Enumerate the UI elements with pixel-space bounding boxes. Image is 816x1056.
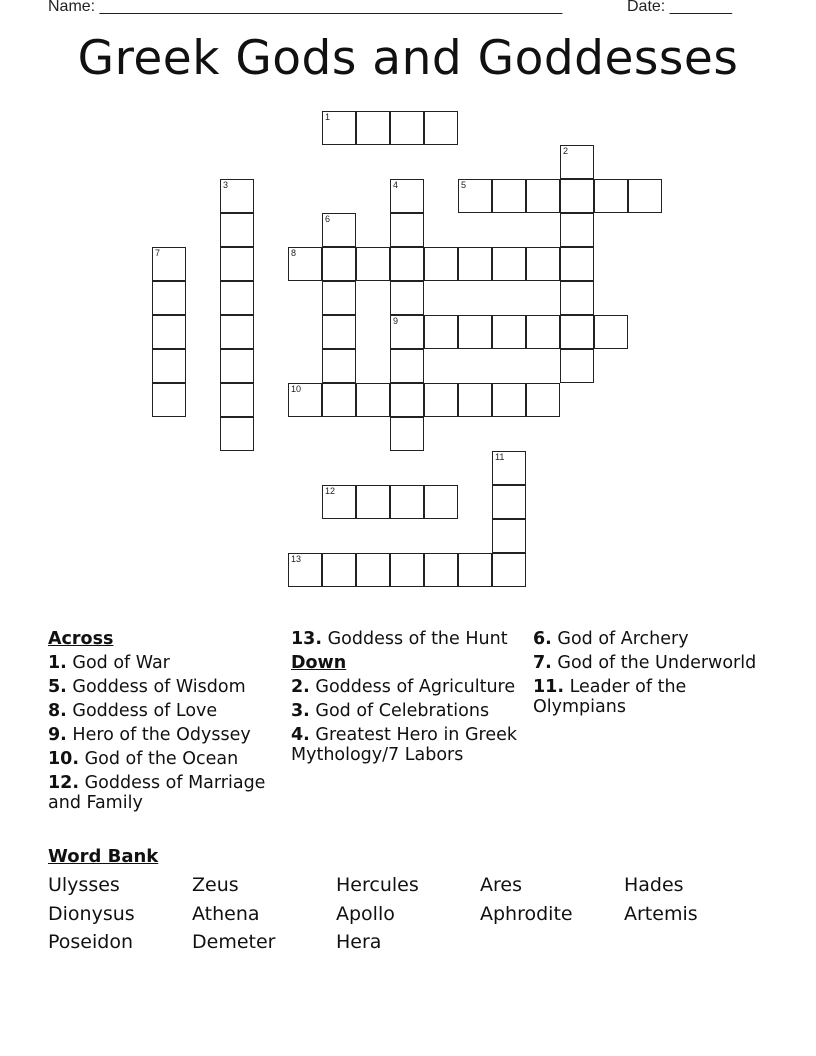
crossword-cell[interactable] <box>458 315 492 349</box>
crossword-cell[interactable] <box>526 247 560 281</box>
crossword-cell[interactable] <box>492 553 526 587</box>
clue-number: 8. <box>48 701 67 721</box>
crossword-cell[interactable] <box>322 485 356 519</box>
clue-number: 10. <box>48 749 80 769</box>
cell-number: 4 <box>393 180 399 190</box>
clue-text: Goddess of Wisdom <box>72 677 246 697</box>
crossword-cell[interactable] <box>390 247 424 281</box>
page-title: Greek Gods and Goddesses <box>77 31 739 86</box>
crossword-cell[interactable] <box>560 179 594 213</box>
clue-number: 9. <box>48 725 67 745</box>
crossword-cell[interactable] <box>390 485 424 519</box>
clue-number: 5. <box>48 677 67 697</box>
clue-number: 1. <box>48 653 67 673</box>
crossword-cell[interactable] <box>390 213 424 247</box>
word-bank-item: Poseidon <box>48 931 133 953</box>
clue-text: God of Celebrations <box>315 701 490 721</box>
crossword-cell[interactable] <box>152 281 186 315</box>
crossword-cell[interactable] <box>322 553 356 587</box>
crossword-cell[interactable] <box>322 281 356 315</box>
crossword-cell[interactable] <box>628 179 662 213</box>
crossword-cell[interactable] <box>390 111 424 145</box>
across-clue <box>291 629 521 649</box>
crossword-cell[interactable] <box>458 553 492 587</box>
across-clue <box>48 749 278 769</box>
crossword-cell[interactable] <box>356 247 390 281</box>
crossword-cell[interactable] <box>492 315 526 349</box>
crossword-cell[interactable] <box>560 213 594 247</box>
crossword-cell[interactable] <box>322 315 356 349</box>
crossword-cell[interactable] <box>220 417 254 451</box>
cell-number: 6 <box>325 214 331 224</box>
crossword-cell[interactable] <box>356 485 390 519</box>
crossword-cell[interactable] <box>424 485 458 519</box>
crossword-cell[interactable] <box>322 111 356 145</box>
crossword-cell[interactable] <box>424 383 458 417</box>
clue-text: Leader of the Olympians <box>533 677 687 717</box>
crossword-cell[interactable] <box>560 145 594 179</box>
crossword-cell[interactable] <box>390 315 424 349</box>
word-bank-item: Aphrodite <box>480 903 573 925</box>
crossword-cell[interactable] <box>492 179 526 213</box>
crossword-cell[interactable] <box>152 383 186 417</box>
crossword-cell[interactable] <box>220 213 254 247</box>
word-bank-item: Ares <box>480 874 522 896</box>
word-bank-item: Athena <box>192 903 260 925</box>
clue-text: Goddess of the Hunt <box>327 629 508 649</box>
crossword-cell[interactable] <box>526 383 560 417</box>
clue-number: 7. <box>533 653 552 673</box>
crossword-cell[interactable] <box>288 247 322 281</box>
clue-text: God of the Underworld <box>557 653 757 673</box>
cell-number: 12 <box>325 486 336 496</box>
crossword-cell[interactable] <box>220 349 254 383</box>
crossword-cell[interactable] <box>288 383 322 417</box>
word-bank-item: Hera <box>336 931 382 953</box>
clue-number: 3. <box>291 701 310 721</box>
cell-number: 8 <box>291 248 297 258</box>
cell-number: 7 <box>155 248 161 258</box>
clue-text: God of War <box>72 653 170 673</box>
across-clue <box>48 725 278 745</box>
across-clue <box>48 677 278 697</box>
crossword-cell[interactable] <box>526 179 560 213</box>
word-bank-item: Artemis <box>624 903 698 925</box>
cell-number: 13 <box>291 554 302 564</box>
word-bank-item: Zeus <box>192 874 239 896</box>
word-bank-item: Demeter <box>192 931 276 953</box>
word-bank-item: Ulysses <box>48 874 120 896</box>
clue-text: Greatest Hero in Greek Mythology/7 Labors <box>291 725 517 765</box>
word-bank-heading: Word Bank <box>48 846 159 867</box>
crossword-cell[interactable] <box>594 179 628 213</box>
crossword-cell[interactable] <box>560 247 594 281</box>
crossword-cell[interactable] <box>390 281 424 315</box>
crossword-cell[interactable] <box>322 247 356 281</box>
across-clue <box>48 773 278 813</box>
crossword-cell[interactable] <box>356 111 390 145</box>
crossword-cell[interactable] <box>356 553 390 587</box>
down-clue <box>291 677 521 697</box>
crossword-cell[interactable] <box>424 315 458 349</box>
crossword-cell[interactable] <box>390 383 424 417</box>
date-line: Date: _______ <box>627 0 732 15</box>
crossword-cell[interactable] <box>356 383 390 417</box>
clue-text: God of Archery <box>557 629 689 649</box>
down-clue <box>291 725 521 765</box>
clue-text: Goddess of Marriage and Family <box>48 773 266 813</box>
crossword-cell[interactable] <box>390 417 424 451</box>
crossword-cell[interactable] <box>152 349 186 383</box>
crossword-cell[interactable] <box>424 111 458 145</box>
crossword-cell[interactable] <box>492 485 526 519</box>
clue-text: God of the Ocean <box>84 749 239 769</box>
clue-number: 12. <box>48 773 80 793</box>
crossword-cell[interactable] <box>560 349 594 383</box>
crossword-cell[interactable] <box>594 315 628 349</box>
clue-number: 4. <box>291 725 310 745</box>
clue-number: 11. <box>533 677 565 697</box>
crossword-cell[interactable] <box>220 281 254 315</box>
clue-column-3 <box>533 629 763 721</box>
clue-number: 2. <box>291 677 310 697</box>
cell-number: 2 <box>563 146 569 156</box>
clue-text: Hero of the Odyssey <box>72 725 251 745</box>
crossword-cell[interactable] <box>492 519 526 553</box>
cell-number: 9 <box>393 316 399 326</box>
crossword-cell[interactable] <box>390 553 424 587</box>
cell-number: 1 <box>325 112 331 122</box>
across-clue <box>48 653 278 673</box>
word-bank-item: Dionysus <box>48 903 135 925</box>
crossword-cell[interactable] <box>458 383 492 417</box>
crossword-cell[interactable] <box>220 247 254 281</box>
clue-column-2 <box>291 629 521 769</box>
crossword-cell[interactable] <box>220 315 254 349</box>
clue-number: 13. <box>291 629 323 649</box>
clue-column-1 <box>48 629 278 817</box>
crossword-cell[interactable] <box>492 451 526 485</box>
crossword-cell[interactable] <box>322 349 356 383</box>
crossword-cell[interactable] <box>458 247 492 281</box>
crossword-cell[interactable] <box>424 247 458 281</box>
crossword-cell[interactable] <box>492 247 526 281</box>
crossword-cell[interactable] <box>152 247 186 281</box>
down-clue <box>291 701 521 721</box>
clue-text: Goddess of Love <box>72 701 218 721</box>
crossword-cell[interactable] <box>322 213 356 247</box>
crossword-cell[interactable] <box>458 179 492 213</box>
cell-number: 5 <box>461 180 467 190</box>
cell-number: 11 <box>495 452 505 462</box>
crossword-cell[interactable] <box>526 315 560 349</box>
crossword-cell[interactable] <box>220 383 254 417</box>
name-line: Name: ____________________________________________________ <box>48 0 563 15</box>
crossword-cell[interactable] <box>152 315 186 349</box>
crossword-cell[interactable] <box>390 179 424 213</box>
clue-number: 6. <box>533 629 552 649</box>
cell-number: 3 <box>223 180 229 190</box>
down-heading: Down <box>291 653 347 673</box>
clue-text: Goddess of Agriculture <box>315 677 516 697</box>
down-clue <box>533 653 763 673</box>
crossword-cell[interactable] <box>560 281 594 315</box>
word-bank-item: Apollo <box>336 903 395 925</box>
down-clue <box>533 677 763 717</box>
crossword-cell[interactable] <box>424 553 458 587</box>
across-clue <box>48 701 278 721</box>
crossword-cell[interactable] <box>322 383 356 417</box>
word-bank-item: Hades <box>624 874 684 896</box>
across-heading: Across <box>48 629 114 649</box>
crossword-cell[interactable] <box>492 383 526 417</box>
cell-number: 10 <box>291 384 302 394</box>
crossword-cell[interactable] <box>288 553 322 587</box>
crossword-cell[interactable] <box>220 179 254 213</box>
word-bank-item: Hercules <box>336 874 419 896</box>
down-clue <box>533 629 763 649</box>
crossword-cell[interactable] <box>560 315 594 349</box>
crossword-cell[interactable] <box>390 349 424 383</box>
